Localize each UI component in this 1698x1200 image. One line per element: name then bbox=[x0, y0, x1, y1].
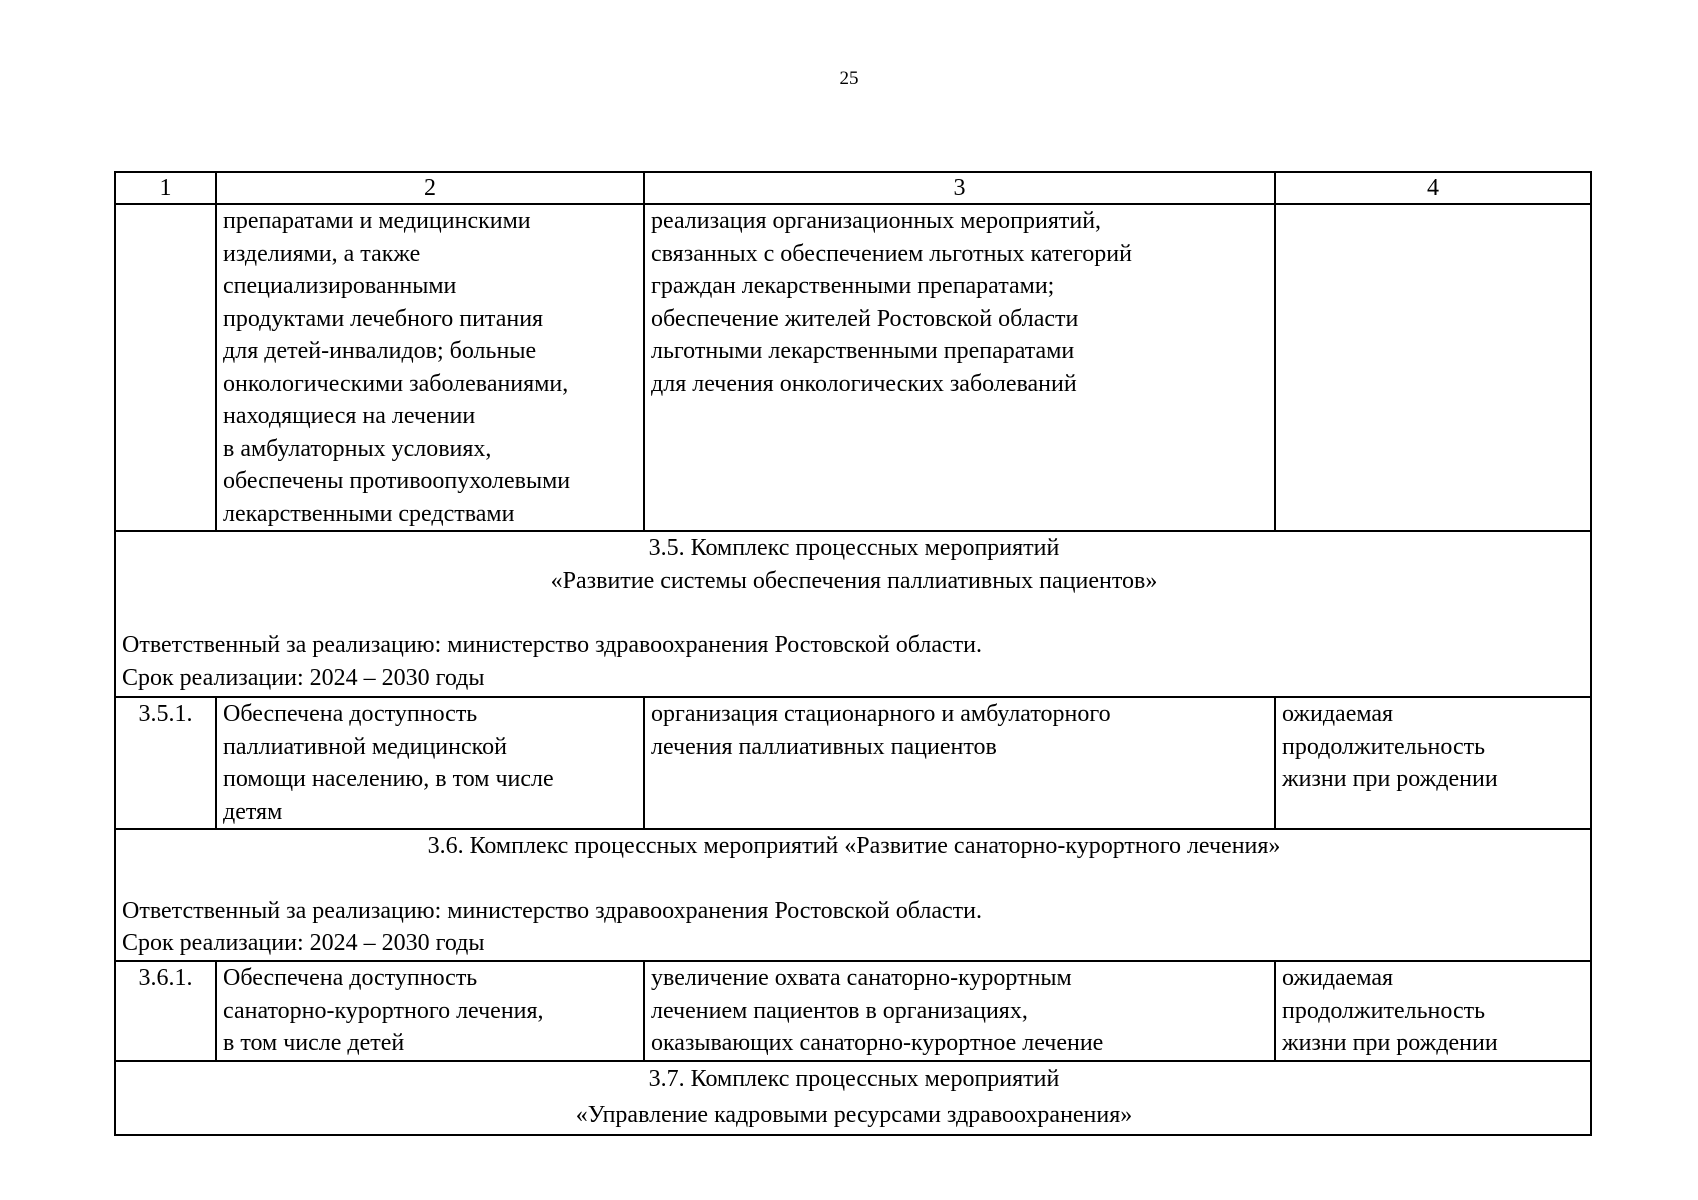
header-cell: 1 bbox=[115, 172, 216, 204]
cell-line: увеличение охвата санаторно-курортным bbox=[651, 965, 1072, 991]
cell-line: детям bbox=[223, 798, 283, 825]
section-responsible: Ответственный за реализацию: министерство здравоохранения Ростовской области. bbox=[122, 897, 982, 924]
cell-line: лекарственными средствами bbox=[223, 500, 515, 527]
cell-line: продуктами лечебного питания bbox=[223, 305, 544, 332]
cell-line: лечения паллиативных пациентов bbox=[651, 733, 997, 760]
result-cell bbox=[216, 961, 644, 1061]
section-period: Срок реализации: 2024 – 2030 годы bbox=[122, 664, 485, 691]
table-row bbox=[115, 204, 1591, 531]
indicator-cell bbox=[1275, 961, 1591, 1061]
cell-line: находящиеся на лечении bbox=[223, 403, 476, 429]
measure-cell bbox=[644, 697, 1275, 829]
cell-line: Обеспечена доступность bbox=[223, 701, 478, 727]
measure-cell bbox=[644, 204, 1275, 531]
cell-line: специализированными bbox=[223, 273, 457, 299]
section-title: 3.6. Комплекс процессных мероприятий «Развитие санаторно-курортного лечения» bbox=[427, 833, 1281, 859]
row-number-cell bbox=[115, 204, 216, 531]
cell-line: оказывающих санаторно-курортное лечение bbox=[651, 1030, 1104, 1056]
cell-line: ожидаемая bbox=[1282, 965, 1394, 991]
cell-line: ожидаемая bbox=[1282, 701, 1394, 727]
cell-line: для детей-инвалидов; больные bbox=[223, 338, 537, 364]
header-cell: 4 bbox=[1275, 172, 1591, 204]
cell-line: онкологическими заболеваниями, bbox=[223, 370, 569, 397]
table-header-row bbox=[115, 172, 1591, 204]
cell-line: санаторно-курортного лечения, bbox=[223, 997, 544, 1024]
section-title: 3.5. Комплекс процессных мероприятий bbox=[648, 535, 1060, 561]
section-responsible: Ответственный за реализацию: министерство здравоохранения Ростовской области. bbox=[122, 632, 982, 658]
cell-line: помощи населению, в том числе bbox=[223, 766, 554, 792]
cell-line: обеспечение жителей Ростовской области bbox=[651, 305, 1079, 332]
section-3-6 bbox=[115, 829, 1591, 961]
cell-line: продолжительность bbox=[1282, 733, 1486, 760]
cell-line: жизни при рождении bbox=[1282, 1030, 1498, 1056]
cell-line: организация стационарного и амбулаторного bbox=[651, 701, 1111, 727]
section-spacer bbox=[122, 863, 1586, 895]
cell-line: продолжительность bbox=[1282, 997, 1486, 1024]
page-number: 25 bbox=[839, 68, 859, 89]
cell-line: изделиями, а также bbox=[223, 240, 421, 267]
section-subtitle: «Развитие системы обеспечения паллиативных пациентов» bbox=[550, 567, 1158, 594]
section-title: 3.7. Комплекс процессных мероприятий bbox=[648, 1065, 1060, 1092]
section-period: Срок реализации: 2024 – 2030 годы bbox=[122, 930, 485, 956]
cell-line: паллиативной медицинской bbox=[223, 733, 507, 760]
row-number-cell: 3.6.1. bbox=[115, 961, 216, 1061]
section-spacer bbox=[122, 597, 1586, 629]
table-row bbox=[115, 961, 1591, 1061]
cell-line: связанных с обеспечением льготных категорий bbox=[651, 240, 1132, 267]
measure-cell bbox=[644, 961, 1275, 1061]
cell-line: льготными лекарственными препаратами bbox=[651, 338, 1075, 364]
section-3-5 bbox=[115, 531, 1591, 697]
row-number-cell: 3.5.1. bbox=[115, 697, 216, 829]
section-row bbox=[115, 1061, 1591, 1135]
cell-line: граждан лекарственными препаратами; bbox=[651, 273, 1055, 299]
cell-line: для лечения онкологических заболеваний bbox=[651, 370, 1077, 397]
header-cell: 3 bbox=[644, 172, 1275, 204]
measures-table bbox=[114, 171, 1592, 1136]
section-3-7 bbox=[115, 1061, 1591, 1135]
indicator-cell bbox=[1275, 204, 1591, 531]
result-cell bbox=[216, 697, 644, 829]
result-cell bbox=[216, 204, 644, 531]
section-row bbox=[115, 829, 1591, 961]
cell-line: лечением пациентов в организациях, bbox=[651, 997, 1028, 1024]
header-cell: 2 bbox=[216, 172, 644, 204]
cell-line: обеспечены противоопухолевыми bbox=[223, 468, 571, 494]
indicator-cell bbox=[1275, 697, 1591, 829]
cell-line: препаратами и медицинскими bbox=[223, 208, 531, 234]
cell-line: Обеспечена доступность bbox=[223, 965, 478, 991]
table-row bbox=[115, 697, 1591, 829]
cell-line: в амбулаторных условиях, bbox=[223, 435, 492, 462]
cell-line: реализация организационных мероприятий, bbox=[651, 208, 1102, 234]
section-row bbox=[115, 531, 1591, 697]
cell-line: жизни при рождении bbox=[1282, 766, 1498, 792]
section-subtitle: «Управление кадровыми ресурсами здравоохранения» bbox=[575, 1101, 1133, 1128]
cell-line: в том числе детей bbox=[223, 1030, 405, 1056]
